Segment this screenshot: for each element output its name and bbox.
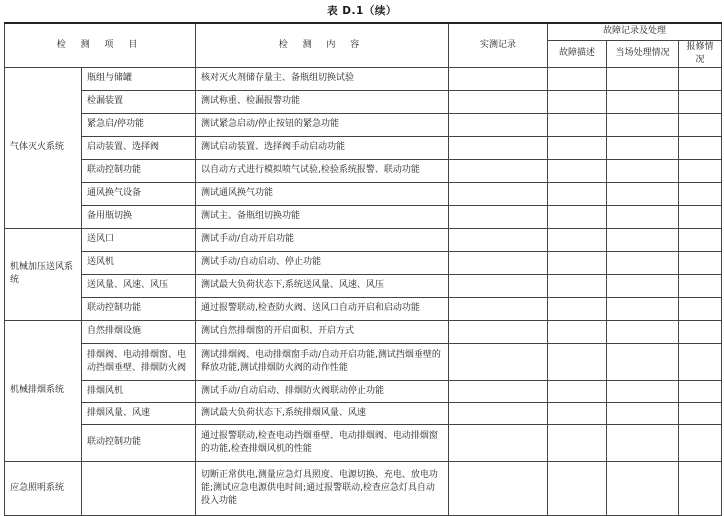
header-item: 检 测 项 目 [5,23,196,67]
report-cell [679,424,722,461]
record-cell [449,343,548,380]
item-cell: 送风量、风速、风压 [82,274,196,297]
table-row [5,343,722,380]
content-cell: 测试主、备瓶组切换功能 [196,205,449,228]
report-cell [679,343,722,380]
fault-desc-cell [548,402,607,424]
report-cell [679,136,722,159]
table-row [5,182,722,205]
report-cell [679,380,722,402]
item-cell [82,461,196,515]
header-fault-desc: 故障描述 [548,40,607,67]
record-cell [449,136,548,159]
header-content: 检 测 内 容 [196,23,449,67]
table-row [5,205,722,228]
onsite-cell [607,90,679,113]
table-row [5,297,722,320]
record-cell [449,251,548,274]
table-row [5,461,722,515]
table-row [5,228,722,251]
fault-desc-cell [548,297,607,320]
record-cell [449,402,548,424]
content-cell: 测试通风换气功能 [196,182,449,205]
fault-desc-cell [548,182,607,205]
report-cell [679,67,722,90]
table-row [5,90,722,113]
onsite-cell [607,343,679,380]
fault-desc-cell [548,136,607,159]
table-row [5,251,722,274]
content-cell: 测试手动/自动开启功能 [196,228,449,251]
onsite-cell [607,380,679,402]
table-row [5,136,722,159]
item-cell: 排烟风量、风速 [82,402,196,424]
onsite-cell [607,205,679,228]
table-row [5,113,722,136]
record-cell [449,320,548,343]
report-cell [679,251,722,274]
content-cell: 测试最大负荷状态下,系统排烟风量、风速 [196,402,449,424]
report-cell [679,402,722,424]
table-row [5,424,722,461]
fault-desc-cell [548,228,607,251]
onsite-cell [607,320,679,343]
item-cell: 备用瓶切换 [82,205,196,228]
onsite-cell [607,402,679,424]
item-cell: 紧急启/停功能 [82,113,196,136]
fault-desc-cell [548,380,607,402]
record-cell [449,182,548,205]
table-row [5,274,722,297]
onsite-cell [607,113,679,136]
fault-desc-cell [548,90,607,113]
record-cell [449,205,548,228]
content-cell: 测试手动/自动启动、停止功能 [196,251,449,274]
report-cell [679,228,722,251]
record-cell [449,461,548,515]
report-cell [679,274,722,297]
fault-desc-cell [548,461,607,515]
onsite-cell [607,136,679,159]
fault-desc-cell [548,320,607,343]
system-cell: 机械加压送风系统 [5,228,82,320]
report-cell [679,113,722,136]
item-cell: 启动装置、选择阀 [82,136,196,159]
report-cell [679,320,722,343]
item-cell: 通风换气设备 [82,182,196,205]
fault-desc-cell [548,159,607,182]
item-cell: 联动控制功能 [82,159,196,182]
report-cell [679,90,722,113]
inspection-table [4,22,722,516]
content-cell: 测试手动/自动启动、排烟防火阀联动停止功能 [196,380,449,402]
record-cell [449,159,548,182]
record-cell [449,380,548,402]
content-cell: 通过报警联动,检查防火阀、送风口自动开启和启动功能 [196,297,449,320]
record-cell [449,90,548,113]
record-cell [449,424,548,461]
content-cell: 以自动方式进行模拟喷气试验,检验系统报警、联动功能 [196,159,449,182]
header-onsite: 当场处理情况 [607,40,679,67]
content-cell: 测试最大负荷状态下,系统送风量、风速、风压 [196,274,449,297]
item-cell: 排烟阀、电动排烟窗、电动挡烟垂壁、排烟防火阀 [82,343,196,380]
content-cell: 测试启动装置、选择阀手动启动功能 [196,136,449,159]
onsite-cell [607,274,679,297]
system-cell: 气体灭火系统 [5,67,82,228]
fault-desc-cell [548,274,607,297]
system-cell: 机械排烟系统 [5,320,82,461]
report-cell [679,461,722,515]
report-cell [679,297,722,320]
record-cell [449,297,548,320]
record-cell [449,228,548,251]
onsite-cell [607,182,679,205]
content-cell: 切断正常供电,测量应急灯具照度、电源切换、充电、放电功能;测试应急电源供电时间;通过报警联动,检查应急灯具自动投入功能 [196,461,449,515]
item-cell: 瓶组与储罐 [82,67,196,90]
fault-desc-cell [548,343,607,380]
item-cell: 送风机 [82,251,196,274]
fault-desc-cell [548,113,607,136]
header-fault-group: 故障记录及处理 [548,23,722,40]
content-cell: 测试自然排烟窗的开启面积、开启方式 [196,320,449,343]
system-cell: 应急照明系统 [5,461,82,515]
item-cell: 检漏装置 [82,90,196,113]
table-row [5,402,722,424]
onsite-cell [607,251,679,274]
record-cell [449,274,548,297]
table-row [5,67,722,90]
onsite-cell [607,228,679,251]
onsite-cell [607,297,679,320]
report-cell [679,205,722,228]
record-cell [449,67,548,90]
table-row [5,380,722,402]
content-cell: 测试紧急启动/停止按钮的紧急功能 [196,113,449,136]
item-cell: 自然排烟设施 [82,320,196,343]
onsite-cell [607,424,679,461]
onsite-cell [607,67,679,90]
report-cell [679,159,722,182]
content-cell: 核对灭火剂储存量主、备瓶组切换试验 [196,67,449,90]
fault-desc-cell [548,424,607,461]
table-caption: 表 D.1（续） [327,5,397,17]
item-cell: 联动控制功能 [82,297,196,320]
record-cell [449,113,548,136]
table-row [5,159,722,182]
header-record: 实测记录 [449,23,548,67]
item-cell: 排烟风机 [82,380,196,402]
item-cell: 联动控制功能 [82,424,196,461]
report-cell [679,182,722,205]
fault-desc-cell [548,205,607,228]
content-cell: 测试排烟阀、电动排烟窗手动/自动开启功能,测试挡烟垂壁的释放功能,测试排烟防火阀的动作性能 [196,343,449,380]
onsite-cell [607,461,679,515]
header-report: 报修情况 [679,40,722,67]
fault-desc-cell [548,251,607,274]
table-row [5,320,722,343]
item-cell: 送风口 [82,228,196,251]
content-cell: 测试称重、检漏报警功能 [196,90,449,113]
content-cell: 通过报警联动,检查电动挡烟垂壁、电动排烟阀、电动排烟窗的功能,检查排烟风机的性能 [196,424,449,461]
fault-desc-cell [548,67,607,90]
onsite-cell [607,159,679,182]
